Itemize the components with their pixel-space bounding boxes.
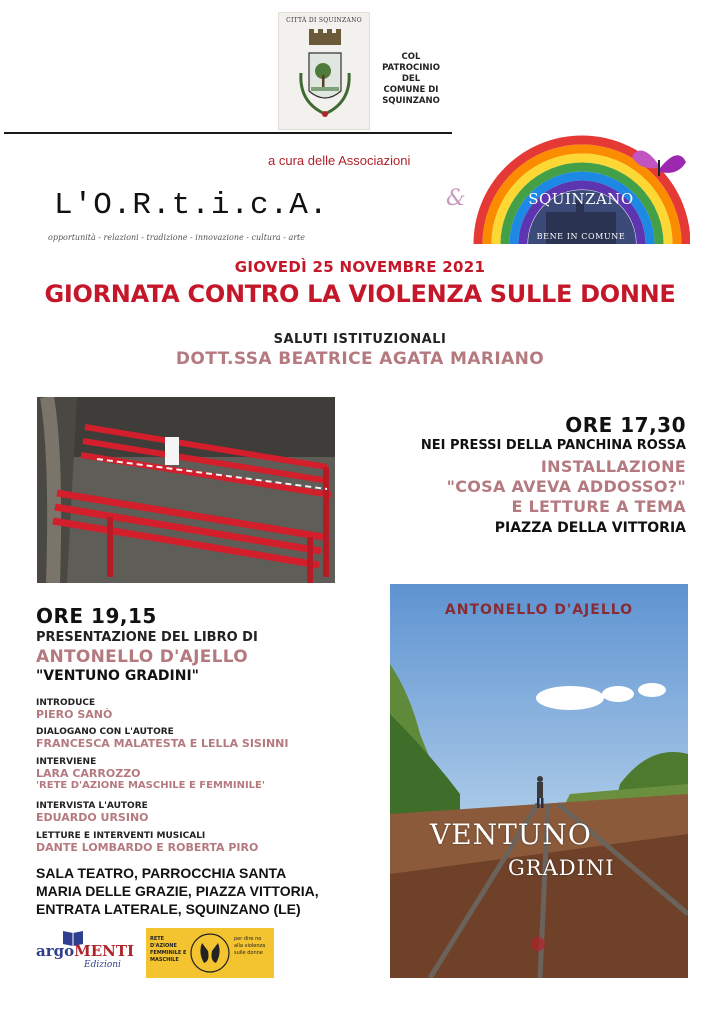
- crest-icon: [279, 13, 371, 131]
- install-line: E LETTURE A TEMA: [511, 497, 686, 516]
- program-role: INTERVISTA L'AUTORE: [36, 801, 148, 811]
- rete-left-text: RETE D'AZIONE FEMMINILE E MASCHILE: [150, 936, 187, 963]
- ortica-logo-text: L'O.R.t.i.c.A.: [54, 188, 329, 223]
- patrocinio-line: COMUNE DI: [383, 85, 439, 95]
- program-role: LETTURE E INTERVENTI MUSICALI: [36, 831, 206, 841]
- program-person: EDUARDO URSINO: [36, 811, 149, 824]
- argo-sub: Edizioni: [84, 960, 121, 970]
- program-person: DANTE LOMBARDO E ROBERTA PIRO: [36, 841, 259, 854]
- book-cover: [390, 584, 688, 978]
- program-person: PIERO SANÒ: [36, 708, 113, 721]
- saluti-speaker: DOTT.SSA BEATRICE AGATA MARIANO: [175, 349, 545, 369]
- book-cover-title-line2: GRADINI: [508, 856, 615, 880]
- red-bench-photo: [37, 397, 335, 583]
- venue-line: MARIA DELLE GRAZIE, PIAZZA VITTORIA,: [36, 883, 319, 899]
- rete-right-text: per dire no alla violenza sulle donne: [234, 936, 266, 956]
- session2-author: ANTONELLO D'AJELLO: [36, 647, 249, 667]
- program-role: DIALOGANO CON L'AUTORE: [36, 727, 174, 737]
- book-cover-image: [390, 584, 688, 978]
- patrocinio-text: [372, 52, 450, 107]
- book-cover-title-line1: VENTUNO: [430, 818, 592, 851]
- rete-azione-logo: [146, 928, 274, 978]
- session1-time: ORE 17,30: [565, 413, 686, 437]
- argomenti-edizioni-logo: [36, 928, 136, 976]
- event-title: GIORNATA CONTRO LA VIOLENZA SULLE DONNE: [44, 280, 676, 308]
- program-role: INTRODUCE: [36, 698, 96, 708]
- program-person: FRANCESCA MALATESTA E LELLA SISINNI: [36, 737, 289, 750]
- session1-installation: [380, 457, 686, 517]
- ortica-tagline: opportunità - relazioni - tradizione - innovazione - cultura - arte: [48, 233, 305, 242]
- event-date: GIOVEDÌ 25 NOVEMBRE 2021: [234, 258, 486, 276]
- session2-book-title: "VENTUNO GRADINI": [36, 668, 199, 684]
- saluti-label: SALUTI ISTITUZIONALI: [273, 332, 447, 347]
- session1-piazza: PIAZZA DELLA VITTORIA: [494, 520, 686, 536]
- squinzano-logo-title: SQUINZANO: [528, 190, 634, 208]
- menti-text: MENTI: [74, 942, 135, 960]
- program-person: 'RETE D'AZIONE MASCHILE E FEMMINILE': [36, 780, 265, 791]
- venue-line: SALA TEATRO, PARROCCHIA SANTA: [36, 865, 287, 881]
- crest-caption: CITTÀ DI SQUINZANO: [286, 17, 362, 24]
- ortica-logo: [48, 172, 444, 244]
- squinzano-logo-subtitle: BENE IN COMUNE: [536, 232, 626, 241]
- patrocinio-line: DEL: [401, 74, 421, 84]
- patrocinio-line: COL: [401, 52, 421, 62]
- squinzano-bene-in-comune-logo: [472, 134, 690, 248]
- header-divider: [4, 132, 452, 134]
- book-cover-author: ANTONELLO D'AJELLO: [444, 602, 634, 618]
- argo-text: argo: [36, 942, 75, 960]
- program-person: LARA CARROZZO: [36, 767, 141, 780]
- session2-presentation: PRESENTAZIONE DEL LIBRO DI: [36, 630, 258, 645]
- install-line: INSTALLAZIONE: [540, 457, 686, 476]
- venue-line: ENTRATA LATERALE, SQUINZANO (LE): [36, 901, 301, 917]
- red-bench-image: [37, 397, 335, 583]
- patrocinio-line: PATROCINIO: [382, 63, 440, 73]
- session2-time: ORE 19,15: [36, 604, 157, 628]
- ampersand: &: [446, 186, 466, 211]
- comune-crest: [278, 12, 370, 130]
- patrocinio-line: SQUINZANO: [382, 96, 440, 106]
- session1-place: NEI PRESSI DELLA PANCHINA ROSSA: [420, 438, 686, 453]
- session2-venue: [36, 864, 319, 918]
- program-role: INTERVIENE: [36, 757, 97, 767]
- faces-icon: [190, 931, 230, 975]
- a-cura-label: a cura delle Associazioni: [268, 153, 411, 168]
- install-line: "COSA AVEVA ADDOSSO?": [446, 477, 686, 496]
